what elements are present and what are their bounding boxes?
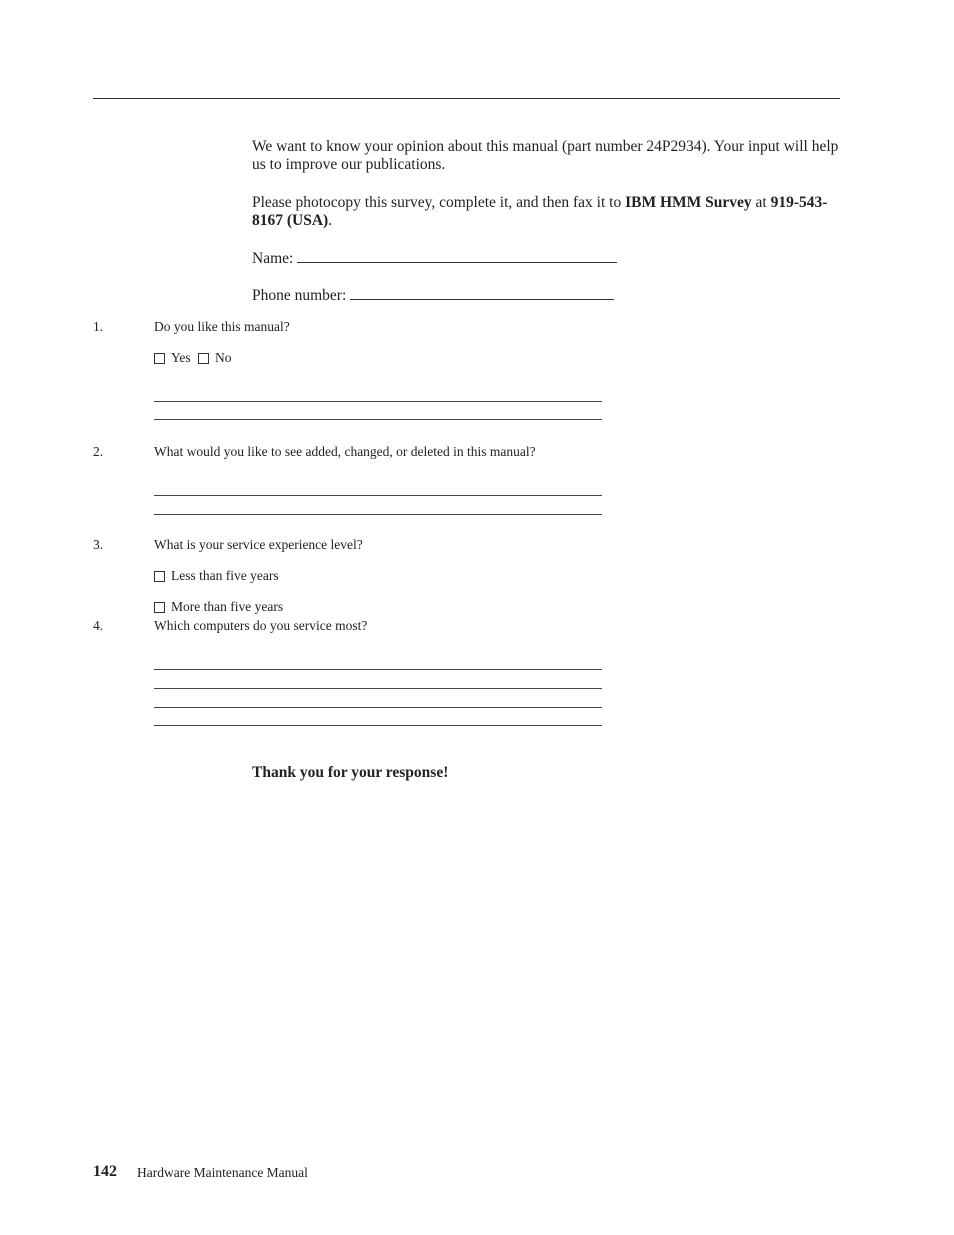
option-no[interactable] — [198, 350, 232, 366]
survey-name: IBM HMM Survey — [625, 194, 752, 211]
option-label: Yes — [171, 350, 191, 365]
option-more-than-five[interactable] — [154, 599, 283, 615]
fax-text-at: at — [751, 194, 771, 211]
question-3-number: 3. — [93, 537, 104, 552]
question-2-text: What would you like to see added, changed, or deleted in this manual? — [154, 444, 536, 459]
phone-label: Phone number: — [252, 287, 347, 304]
question-4-text: Which computers do you service most? — [154, 618, 368, 633]
answer-line[interactable] — [154, 401, 602, 402]
phone-field — [252, 287, 614, 305]
phone-blank[interactable] — [350, 287, 614, 300]
fax-text: Please photocopy this survey, complete it, and then fax it to — [252, 194, 626, 211]
checkbox-icon[interactable] — [154, 602, 165, 613]
fax-number: 919-543-8167 (USA) — [252, 194, 828, 229]
checkbox-icon[interactable] — [198, 353, 209, 364]
fax-text-end: . — [328, 212, 333, 229]
question-2-number: 2. — [93, 444, 104, 459]
question-3-text: What is your service experience level? — [154, 537, 363, 552]
answer-line[interactable] — [154, 514, 602, 515]
answer-line[interactable] — [154, 725, 602, 726]
question-1-number: 1. — [93, 319, 104, 334]
name-label: Name: — [252, 250, 294, 267]
option-label: No — [215, 350, 232, 365]
footer-title: Hardware Maintenance Manual — [137, 1165, 308, 1180]
answer-line[interactable] — [154, 688, 602, 689]
checkbox-icon[interactable] — [154, 571, 165, 582]
answer-line[interactable] — [154, 419, 602, 420]
question-4-number: 4. — [93, 618, 104, 633]
answer-line[interactable] — [154, 669, 602, 670]
fax-instructions — [252, 194, 842, 230]
name-field — [252, 250, 617, 268]
answer-line[interactable] — [154, 707, 602, 708]
thank-you-note: Thank you for your response! — [252, 764, 449, 781]
top-rule — [93, 98, 840, 99]
intro-paragraph: We want to know your opinion about this manual (part number 24P2934). Your input will help us to improve our publications. — [252, 138, 839, 173]
page-number: 142 — [93, 1163, 117, 1180]
answer-line[interactable] — [154, 495, 602, 496]
option-yes[interactable] — [154, 350, 191, 366]
checkbox-icon[interactable] — [154, 353, 165, 364]
option-less-than-five[interactable] — [154, 568, 279, 584]
name-blank[interactable] — [297, 250, 617, 263]
option-label: More than five years — [171, 599, 284, 614]
option-label: Less than five years — [171, 568, 279, 583]
question-1-text: Do you like this manual? — [154, 319, 290, 334]
